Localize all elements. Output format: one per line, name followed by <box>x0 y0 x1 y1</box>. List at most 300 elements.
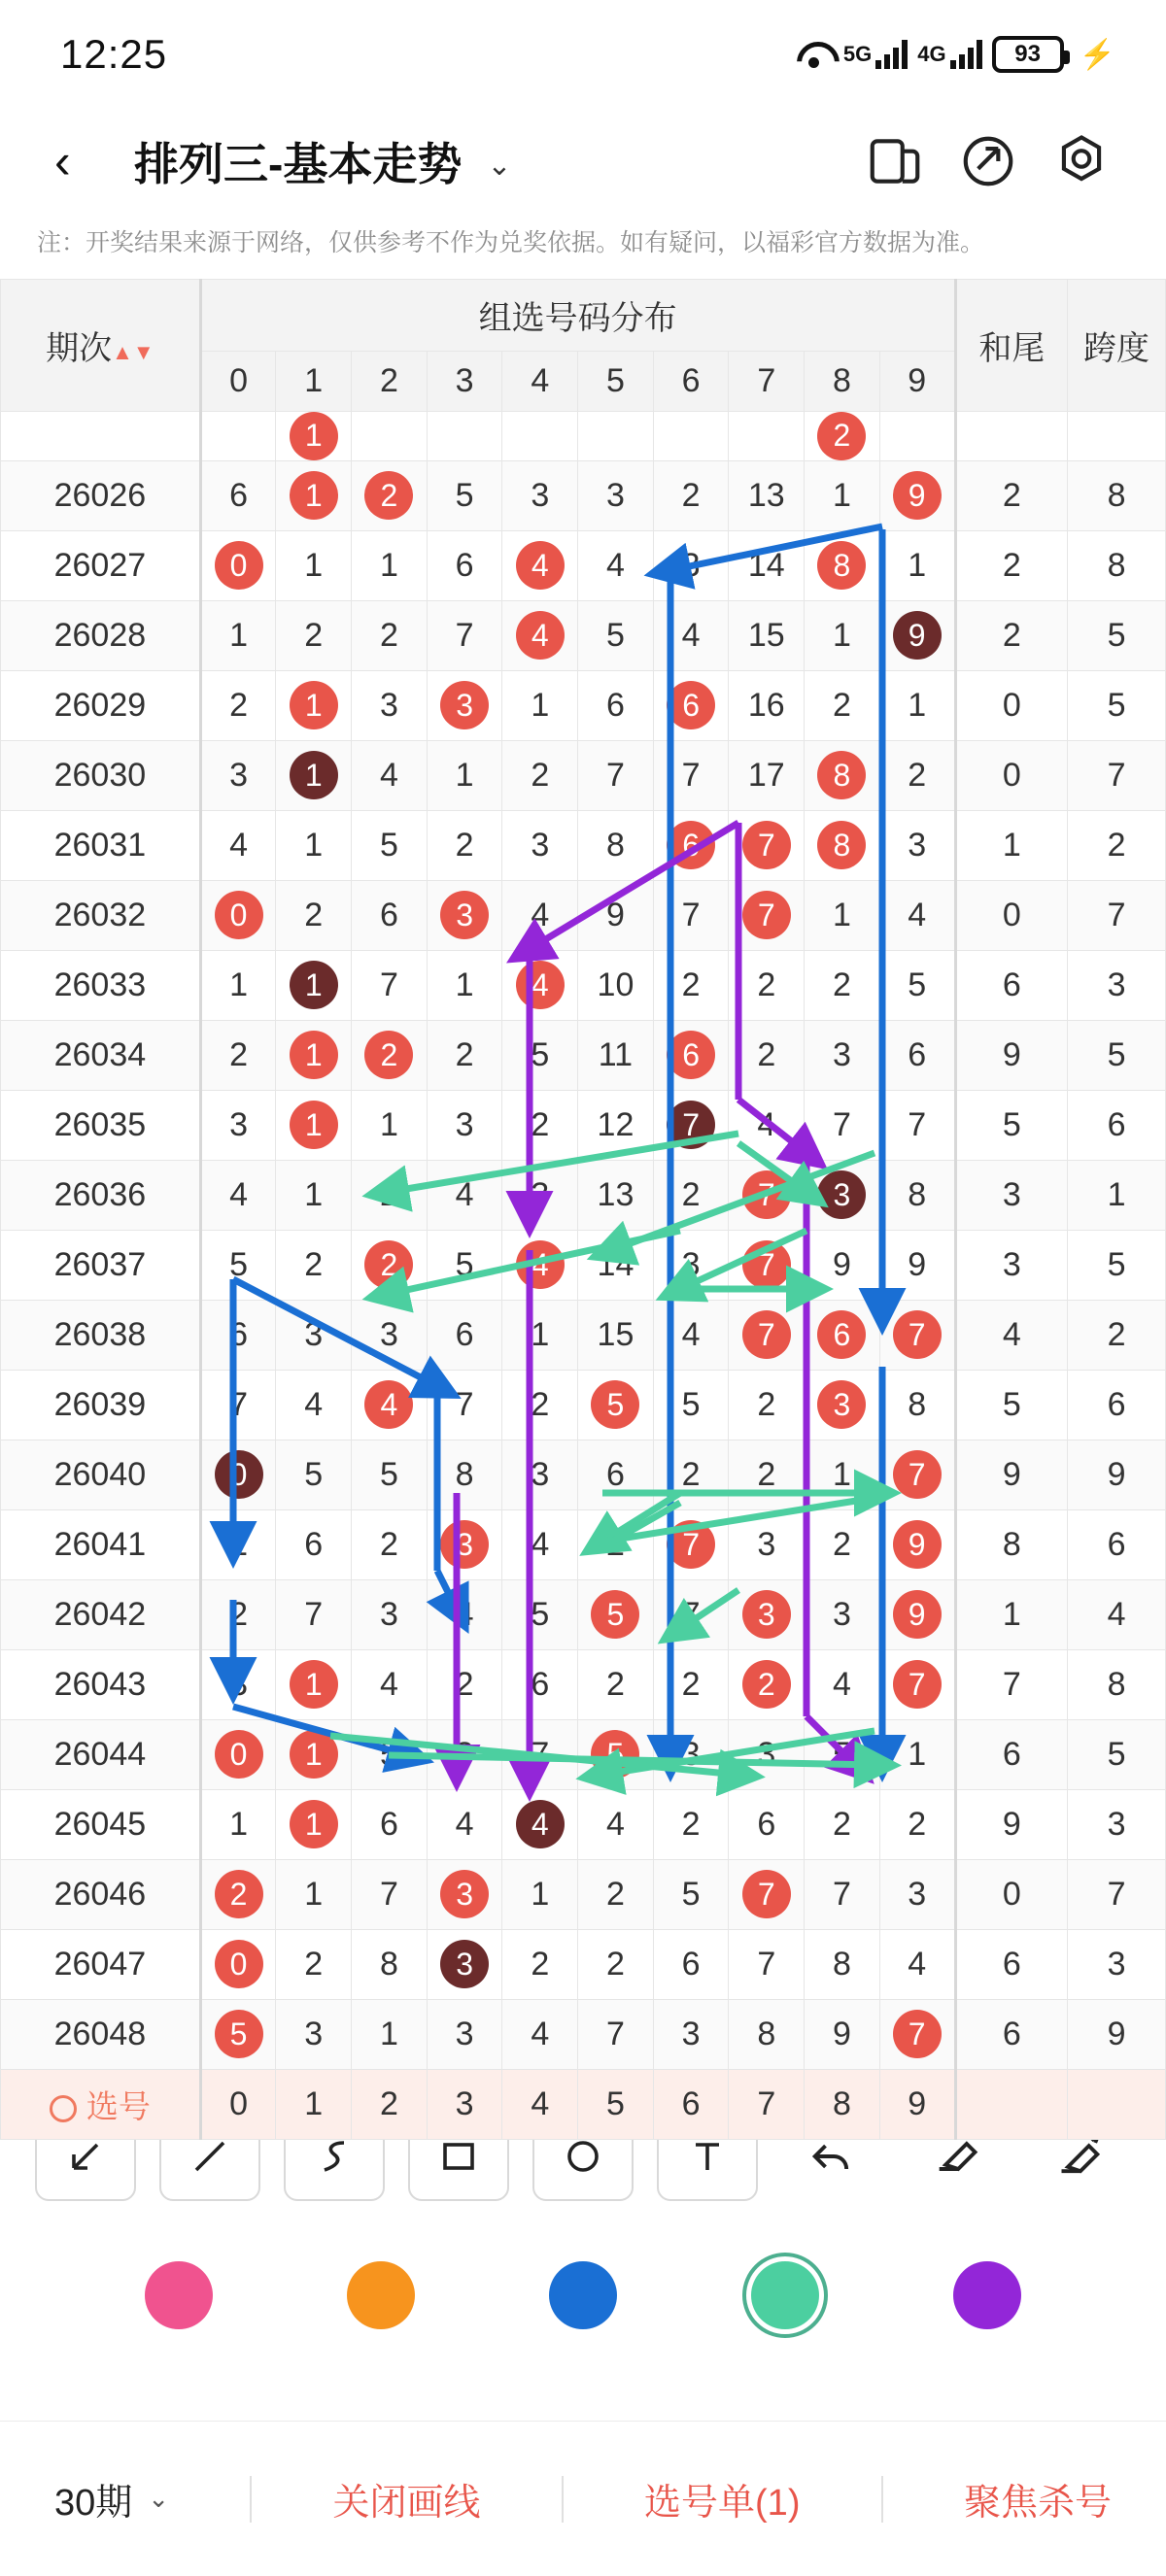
cell-d2[interactable]: 3 <box>352 1300 428 1370</box>
cell-d7[interactable]: 3 <box>729 1719 805 1789</box>
cell-d2[interactable]: 3 <box>352 670 428 740</box>
cell-d8[interactable]: 9 <box>805 1230 880 1300</box>
cell-d0[interactable]: 4 <box>200 1160 276 1230</box>
cell-d7[interactable]: 3 <box>729 1509 805 1579</box>
cell-d1[interactable]: 4 <box>276 1370 352 1440</box>
table-row[interactable] <box>1 1859 1166 1929</box>
cell-d6[interactable]: 2 <box>653 1649 729 1719</box>
cell-d5[interactable]: 2 <box>578 1649 654 1719</box>
cell-d3[interactable]: 3 <box>427 1090 502 1160</box>
cell-d1[interactable]: 2 <box>276 1230 352 1300</box>
focus-kill-button[interactable]: 聚焦杀号 <box>963 2483 1112 2524</box>
table-row[interactable] <box>1 1789 1166 1859</box>
cell-d8[interactable]: 2 <box>805 950 880 1020</box>
cell-d4[interactable]: 1 <box>502 670 578 740</box>
table-row[interactable] <box>1 1440 1166 1509</box>
cell-d3[interactable]: 5 <box>427 460 502 530</box>
table-row[interactable] <box>1 950 1166 1020</box>
cell-d7[interactable]: 16 <box>729 670 805 740</box>
cell-d0[interactable]: 7 <box>200 1370 276 1440</box>
cell-d6[interactable]: 7 <box>653 740 729 810</box>
table-row[interactable] <box>1 670 1166 740</box>
cell-d1[interactable]: 1 <box>276 810 352 880</box>
cell-d1[interactable]: 3 <box>276 1999 352 2069</box>
cell-d8[interactable]: 2 <box>805 1789 880 1859</box>
cell-d9[interactable]: 1 <box>879 530 955 600</box>
column-header-issue[interactable]: 期次▲▼ <box>1 279 201 411</box>
cell-d1[interactable]: 1 <box>276 1160 352 1230</box>
cell-d1[interactable] <box>276 1649 352 1719</box>
cell-d2[interactable]: 6 <box>352 880 428 950</box>
cell-d3[interactable]: 7 <box>427 600 502 670</box>
cell-d5[interactable]: 10 <box>578 950 654 1020</box>
cell-d8[interactable]: 7 <box>805 1090 880 1160</box>
cell-d3[interactable]: 3 <box>427 1999 502 2069</box>
cell-d2[interactable]: 4 <box>352 1649 428 1719</box>
cell-d8[interactable]: 1 <box>805 880 880 950</box>
cell-d5[interactable]: 5 <box>578 600 654 670</box>
cell-d5[interactable]: 12 <box>578 1090 654 1160</box>
cell-d5[interactable]: 14 <box>578 1230 654 1300</box>
cell-d1[interactable] <box>276 411 352 460</box>
cell-d3[interactable]: 2 <box>427 1020 502 1090</box>
cell-d2[interactable]: 5 <box>352 1719 428 1789</box>
selection-digit-9[interactable]: 9 <box>879 2069 955 2139</box>
cell-d1[interactable] <box>276 460 352 530</box>
cell-d4[interactable]: 2 <box>502 1929 578 1999</box>
cell-d6[interactable] <box>653 670 729 740</box>
cell-d1[interactable]: 2 <box>276 600 352 670</box>
cell-d9[interactable]: 8 <box>879 1370 955 1440</box>
cell-d1[interactable]: 2 <box>276 880 352 950</box>
cell-d2[interactable]: 1 <box>352 1999 428 2069</box>
table-row[interactable] <box>1 1509 1166 1579</box>
cell-d0[interactable]: 6 <box>200 1300 276 1370</box>
hit-ball: 3 <box>817 1380 866 1429</box>
cell-d8[interactable]: 2 <box>805 1509 880 1579</box>
table-row[interactable] <box>1 600 1166 670</box>
cell-d3[interactable]: 1 <box>427 740 502 810</box>
cell-d6[interactable]: 2 <box>653 950 729 1020</box>
cell-d0[interactable]: 1 <box>200 600 276 670</box>
cell-d6[interactable]: 7 <box>653 880 729 950</box>
cell-d5[interactable] <box>578 411 654 460</box>
table-row[interactable] <box>1 740 1166 810</box>
cell-d2[interactable]: 7 <box>352 1859 428 1929</box>
cell-d6[interactable]: 5 <box>653 1370 729 1440</box>
cell-d0[interactable]: 6 <box>200 460 276 530</box>
table-row[interactable] <box>1 810 1166 880</box>
cell-d0[interactable]: 1 <box>200 950 276 1020</box>
selection-tail <box>955 2069 1067 2139</box>
cell-d4[interactable]: 3 <box>502 1160 578 1230</box>
cell-d6[interactable] <box>653 411 729 460</box>
cell-d1[interactable] <box>276 1719 352 1789</box>
table-row[interactable] <box>1 1719 1166 1789</box>
cell-d0[interactable] <box>200 1719 276 1789</box>
cell-d5[interactable]: 6 <box>578 1440 654 1509</box>
cell-d3[interactable]: 6 <box>427 530 502 600</box>
cell-d4[interactable]: 1 <box>502 1300 578 1370</box>
cell-d5[interactable] <box>578 1370 654 1440</box>
cell-d1[interactable]: 6 <box>276 1509 352 1579</box>
cell-d9[interactable]: 3 <box>879 810 955 880</box>
color-swatch-purple[interactable] <box>953 2261 1021 2329</box>
cell-d9[interactable]: 2 <box>879 740 955 810</box>
chevron-down-icon[interactable]: ⌄ <box>487 149 512 182</box>
color-swatch-orange[interactable] <box>347 2261 415 2329</box>
cell-d9[interactable] <box>879 1579 955 1649</box>
cell-d8[interactable] <box>805 810 880 880</box>
cell-d1[interactable] <box>276 670 352 740</box>
cell-d4[interactable] <box>502 411 578 460</box>
cell-d9[interactable]: 3 <box>879 1859 955 1929</box>
cell-d6[interactable]: 4 <box>653 600 729 670</box>
cell-d4[interactable] <box>502 1230 578 1300</box>
cell-d6[interactable] <box>653 1090 729 1160</box>
cell-d1[interactable] <box>276 1020 352 1090</box>
cell-d1[interactable]: 1 <box>276 530 352 600</box>
cell-d7[interactable]: 6 <box>729 1789 805 1859</box>
table-row[interactable] <box>1 1370 1166 1440</box>
cell-d0[interactable] <box>200 411 276 460</box>
cell-d3[interactable]: 5 <box>427 1230 502 1300</box>
cell-d2[interactable]: 3 <box>352 1579 428 1649</box>
cell-d0[interactable]: 3 <box>200 740 276 810</box>
cell-d3[interactable]: 6 <box>427 1300 502 1370</box>
cell-d6[interactable]: 4 <box>653 1300 729 1370</box>
cell-d7[interactable]: 13 <box>729 460 805 530</box>
table-row[interactable] <box>1 1020 1166 1090</box>
settings-icon[interactable] <box>1051 131 1112 191</box>
cell-d5[interactable] <box>578 1719 654 1789</box>
cell-d9[interactable] <box>879 600 955 670</box>
cell-d4[interactable] <box>502 600 578 670</box>
table-row[interactable] <box>1 880 1166 950</box>
cell-d4[interactable]: 2 <box>502 740 578 810</box>
selection-digit-1[interactable]: 1 <box>276 2069 352 2139</box>
table-row[interactable] <box>1 1230 1166 1300</box>
cell-d5[interactable]: 15 <box>578 1300 654 1370</box>
cell-d6[interactable]: 6 <box>653 1929 729 1999</box>
cell-d2[interactable]: 2 <box>352 1160 428 1230</box>
cell-d0[interactable]: 5 <box>200 1230 276 1300</box>
cell-d0[interactable]: 2 <box>200 1579 276 1649</box>
cell-d9[interactable] <box>879 1300 955 1370</box>
sort-arrows-icon[interactable]: ▲▼ <box>112 339 154 364</box>
cell-d1[interactable]: 5 <box>276 1440 352 1509</box>
cell-d2[interactable] <box>352 1370 428 1440</box>
color-swatch-blue[interactable] <box>549 2261 617 2329</box>
trend-table[interactable] <box>0 279 1166 2124</box>
cell-d0[interactable] <box>200 1859 276 1929</box>
cell-d8[interactable] <box>805 1370 880 1440</box>
cell-span: 3 <box>1068 950 1166 1020</box>
cell-d1[interactable] <box>276 950 352 1020</box>
cell-d9[interactable]: 7 <box>879 1090 955 1160</box>
cell-d4[interactable]: 3 <box>502 810 578 880</box>
cell-d4[interactable]: 4 <box>502 880 578 950</box>
color-swatch-pink[interactable] <box>145 2261 213 2329</box>
cell-d7[interactable] <box>729 1160 805 1230</box>
cell-d3[interactable] <box>427 411 502 460</box>
table-row[interactable] <box>1 411 1166 460</box>
cell-d4[interactable]: 3 <box>502 1440 578 1509</box>
cell-d5[interactable]: 11 <box>578 1020 654 1090</box>
color-swatch-green[interactable] <box>751 2261 819 2329</box>
cell-d2[interactable] <box>352 1230 428 1300</box>
cell-d8[interactable]: 9 <box>805 1999 880 2069</box>
cell-d8[interactable]: 3 <box>805 1020 880 1090</box>
cell-d4[interactable]: 2 <box>502 1090 578 1160</box>
cell-d7[interactable] <box>729 1649 805 1719</box>
cell-d3[interactable]: 8 <box>427 1440 502 1509</box>
table-row[interactable] <box>1 1999 1166 2069</box>
cell-d7[interactable]: 2 <box>729 1370 805 1440</box>
cell-d5[interactable]: 2 <box>578 1509 654 1579</box>
cell-d9[interactable] <box>879 1649 955 1719</box>
cell-d0[interactable]: 4 <box>200 810 276 880</box>
cell-d9[interactable]: 4 <box>879 1929 955 1999</box>
cell-d9[interactable]: 6 <box>879 1020 955 1090</box>
cell-d9[interactable]: 5 <box>879 950 955 1020</box>
cell-d3[interactable]: 4 <box>427 1160 502 1230</box>
cell-d2[interactable]: 6 <box>352 1789 428 1859</box>
cell-d7[interactable] <box>729 1300 805 1370</box>
cell-d0[interactable]: 3 <box>200 1090 276 1160</box>
cell-d1[interactable] <box>276 1789 352 1859</box>
cell-d7[interactable]: 15 <box>729 600 805 670</box>
table-row[interactable] <box>1 1579 1166 1649</box>
table-row[interactable] <box>1 1090 1166 1160</box>
cell-d7[interactable]: 4 <box>729 1090 805 1160</box>
cell-d8[interactable]: 1 <box>805 460 880 530</box>
cell-d3[interactable] <box>427 1929 502 1999</box>
selection-digit-7[interactable]: 7 <box>729 2069 805 2139</box>
cell-d2[interactable]: 4 <box>352 740 428 810</box>
cell-d9[interactable] <box>879 1509 955 1579</box>
hit-ball: 4 <box>516 961 565 1009</box>
cell-d4[interactable]: 4 <box>502 1509 578 1579</box>
cell-d4[interactable] <box>502 530 578 600</box>
selection-digit-5[interactable]: 5 <box>578 2069 654 2139</box>
cell-d7[interactable] <box>729 880 805 950</box>
cell-d0[interactable] <box>200 880 276 950</box>
cell-d4[interactable]: 4 <box>502 1999 578 2069</box>
cell-d6[interactable]: 2 <box>653 1440 729 1509</box>
cell-d7[interactable]: 7 <box>729 1929 805 1999</box>
selection-digit-2[interactable]: 2 <box>352 2069 428 2139</box>
cell-d3[interactable] <box>427 880 502 950</box>
cell-d2[interactable] <box>352 411 428 460</box>
cell-d4[interactable]: 1 <box>502 1859 578 1929</box>
cell-d7[interactable]: 8 <box>729 1999 805 2069</box>
selection-digit-8[interactable]: 8 <box>805 2069 880 2139</box>
cell-d0[interactable] <box>200 530 276 600</box>
cell-d4[interactable]: 3 <box>502 460 578 530</box>
cell-d6[interactable]: 2 <box>653 1789 729 1859</box>
cell-d4[interactable]: 2 <box>502 1370 578 1440</box>
cell-d3[interactable] <box>427 1509 502 1579</box>
cell-d8[interactable]: 3 <box>805 1579 880 1649</box>
cell-d3[interactable] <box>427 670 502 740</box>
cell-d1[interactable] <box>276 1090 352 1160</box>
cell-d7[interactable]: 2 <box>729 950 805 1020</box>
cell-d6[interactable]: 2 <box>653 1160 729 1230</box>
cell-d2[interactable]: 1 <box>352 1090 428 1160</box>
cell-d4[interactable]: 6 <box>502 1649 578 1719</box>
cell-d5[interactable]: 2 <box>578 1859 654 1929</box>
cell-d1[interactable]: 2 <box>276 1929 352 1999</box>
cell-d9[interactable]: 9 <box>879 1230 955 1300</box>
back-button[interactable]: ‹ <box>54 134 71 188</box>
cell-d9[interactable]: 1 <box>879 1719 955 1789</box>
cell-d4[interactable]: 5 <box>502 1020 578 1090</box>
cell-d6[interactable] <box>653 1020 729 1090</box>
share-icon[interactable] <box>958 131 1018 191</box>
cell-d2[interactable]: 7 <box>352 950 428 1020</box>
cell-d2[interactable]: 2 <box>352 1509 428 1579</box>
cell-d8[interactable] <box>805 530 880 600</box>
cell-d9[interactable]: 4 <box>879 880 955 950</box>
cell-d5[interactable]: 9 <box>578 880 654 950</box>
cell-d7[interactable] <box>729 810 805 880</box>
cell-d6[interactable]: 7 <box>653 1579 729 1649</box>
cell-d0[interactable]: 1 <box>200 1789 276 1859</box>
table-row[interactable] <box>1 1649 1166 1719</box>
cell-d2[interactable] <box>352 1020 428 1090</box>
cell-d9[interactable]: 2 <box>879 1789 955 1859</box>
selection-label[interactable]: 选号 <box>1 2069 201 2139</box>
selection-digit-0[interactable]: 0 <box>200 2069 276 2139</box>
table-row[interactable] <box>1 1160 1166 1230</box>
cell-d7[interactable] <box>729 1579 805 1649</box>
cell-d7[interactable] <box>729 1230 805 1300</box>
cell-d3[interactable]: 7 <box>427 1370 502 1440</box>
cell-d8[interactable] <box>805 1300 880 1370</box>
cell-d5[interactable]: 8 <box>578 810 654 880</box>
cell-d7[interactable] <box>729 411 805 460</box>
cell-d9[interactable] <box>879 1440 955 1509</box>
cell-d8[interactable] <box>805 1160 880 1230</box>
cell-d1[interactable]: 3 <box>276 1300 352 1370</box>
cell-d9[interactable] <box>879 1999 955 2069</box>
cell-d0[interactable]: 3 <box>200 1649 276 1719</box>
cell-d5[interactable]: 4 <box>578 1789 654 1859</box>
cell-d5[interactable]: 13 <box>578 1160 654 1230</box>
cell-d6[interactable]: 3 <box>653 1719 729 1789</box>
selection-digit-4[interactable]: 4 <box>502 2069 578 2139</box>
cell-d5[interactable]: 6 <box>578 670 654 740</box>
cell-d8[interactable]: 5 <box>805 1719 880 1789</box>
cell-d8[interactable]: 7 <box>805 1859 880 1929</box>
cell-d3[interactable]: 2 <box>427 1649 502 1719</box>
cell-d5[interactable]: 2 <box>578 1929 654 1999</box>
cell-d8[interactable]: 8 <box>805 1929 880 1999</box>
cell-d6[interactable]: 3 <box>653 1230 729 1300</box>
table-row[interactable] <box>1 460 1166 530</box>
cell-d5[interactable]: 4 <box>578 530 654 600</box>
cell-d2[interactable]: 1 <box>352 530 428 600</box>
cell-d5[interactable] <box>578 1579 654 1649</box>
cell-d2[interactable] <box>352 460 428 530</box>
cell-d1[interactable] <box>276 740 352 810</box>
cell-d6[interactable]: 3 <box>653 1999 729 2069</box>
cell-d4[interactable]: 7 <box>502 1719 578 1789</box>
cell-d1[interactable]: 7 <box>276 1579 352 1649</box>
cell-d7[interactable]: 14 <box>729 530 805 600</box>
cell-d8[interactable]: 1 <box>805 1440 880 1509</box>
selection-digit-6[interactable]: 6 <box>653 2069 729 2139</box>
cell-d7[interactable] <box>729 1859 805 1929</box>
cell-d8[interactable] <box>805 740 880 810</box>
cell-d3[interactable] <box>427 1859 502 1929</box>
table-row[interactable] <box>1 1929 1166 1999</box>
cell-d6[interactable]: 3 <box>653 530 729 600</box>
cell-d2[interactable]: 5 <box>352 810 428 880</box>
cell-d7[interactable]: 2 <box>729 1020 805 1090</box>
cell-d9[interactable] <box>879 411 955 460</box>
cell-d4[interactable]: 5 <box>502 1579 578 1649</box>
table-row[interactable] <box>1 530 1166 600</box>
cell-d6[interactable]: 5 <box>653 1859 729 1929</box>
cell-d0[interactable]: 2 <box>200 1020 276 1090</box>
cell-d3[interactable]: 2 <box>427 810 502 880</box>
cell-d0[interactable]: 2 <box>200 670 276 740</box>
cell-d5[interactable]: 7 <box>578 740 654 810</box>
cell-d0[interactable] <box>200 1929 276 1999</box>
cell-d9[interactable]: 1 <box>879 670 955 740</box>
cell-d8[interactable]: 2 <box>805 670 880 740</box>
period-selector[interactable] <box>54 2472 169 2525</box>
cell-d5[interactable]: 3 <box>578 460 654 530</box>
cell-d5[interactable]: 7 <box>578 1999 654 2069</box>
cell-d4[interactable] <box>502 1789 578 1859</box>
cell-d7[interactable]: 17 <box>729 740 805 810</box>
selection-row[interactable] <box>1 2069 1166 2139</box>
signal-5g <box>843 40 908 69</box>
cell-d3[interactable]: 3 <box>427 1719 502 1789</box>
cell-d2[interactable]: 5 <box>352 1440 428 1509</box>
cell-d8[interactable] <box>805 411 880 460</box>
cell-d8[interactable]: 1 <box>805 600 880 670</box>
digit-header-0: 0 <box>200 351 276 411</box>
cell-d0[interactable] <box>200 1999 276 2069</box>
cell-d2[interactable]: 2 <box>352 600 428 670</box>
cell-d2[interactable]: 8 <box>352 1929 428 1999</box>
cell-d7[interactable]: 2 <box>729 1440 805 1509</box>
cell-d3[interactable]: 4 <box>427 1789 502 1859</box>
cell-d6[interactable]: 2 <box>653 460 729 530</box>
cell-d3[interactable]: 1 <box>427 950 502 1020</box>
cell-d4[interactable] <box>502 950 578 1020</box>
selection-list-button[interactable]: 选号单(1) <box>644 2483 801 2524</box>
cell-d0[interactable]: 1 <box>200 1509 276 1579</box>
cell-d9[interactable]: 8 <box>879 1160 955 1230</box>
cell-d6[interactable] <box>653 810 729 880</box>
column-header-tail: 和尾 <box>955 279 1067 411</box>
selection-digit-3[interactable]: 3 <box>427 2069 502 2139</box>
cell-d8[interactable]: 4 <box>805 1649 880 1719</box>
copy-icon[interactable] <box>865 131 925 191</box>
close-lines-button[interactable]: 关闭画线 <box>332 2483 481 2524</box>
cell-d1[interactable]: 1 <box>276 1859 352 1929</box>
cell-d9[interactable] <box>879 460 955 530</box>
table-row[interactable] <box>1 1300 1166 1370</box>
cell-d0[interactable] <box>200 1440 276 1509</box>
cell-d3[interactable]: 4 <box>427 1579 502 1649</box>
cell-d6[interactable] <box>653 1509 729 1579</box>
